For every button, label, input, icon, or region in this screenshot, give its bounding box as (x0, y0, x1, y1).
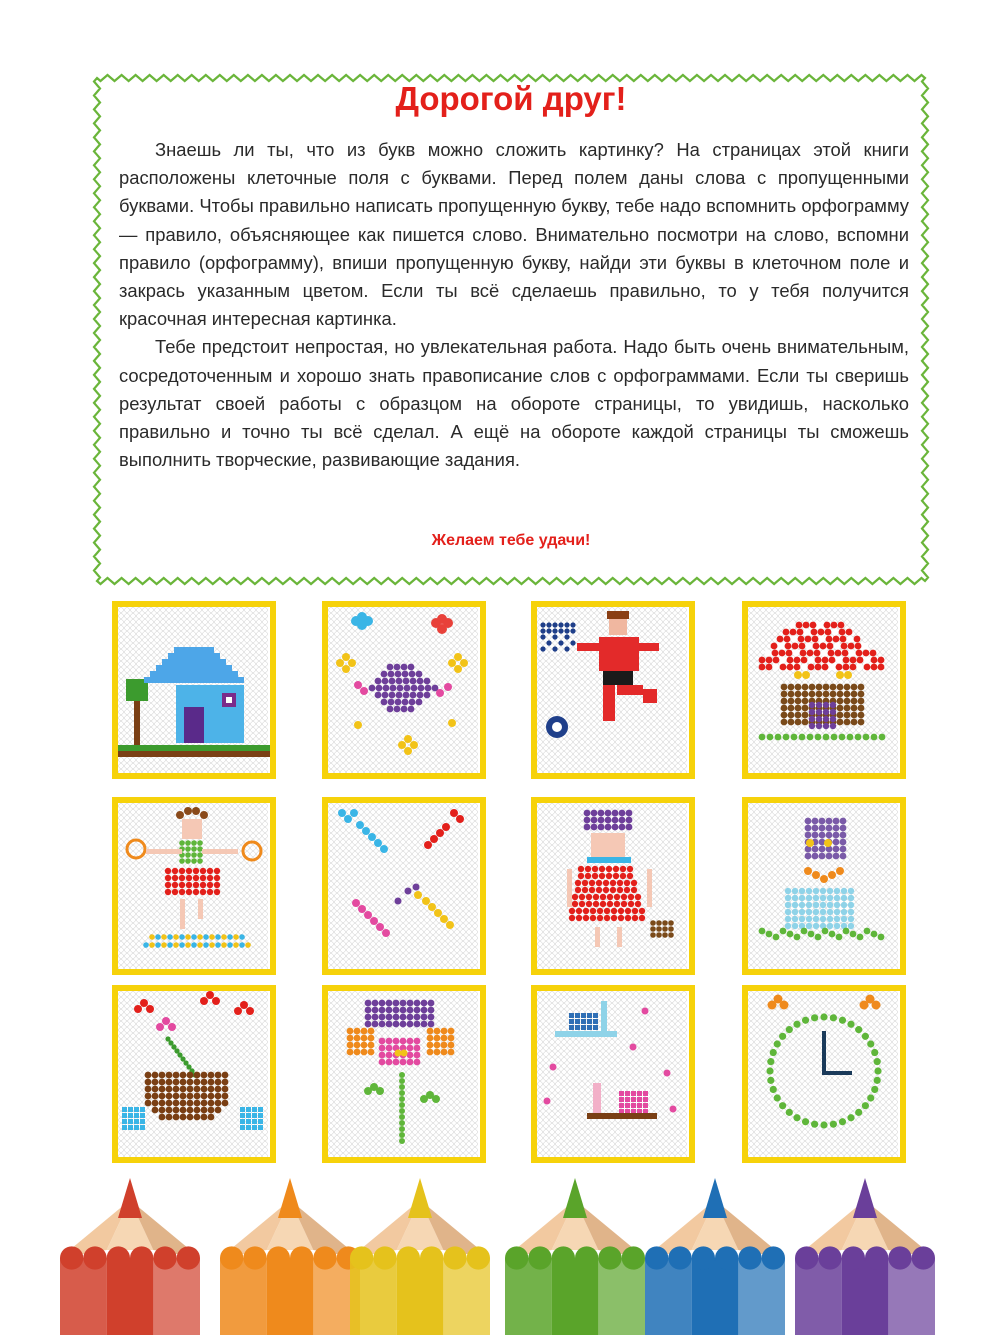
closing-wish: Желаем тебе удачи! (431, 532, 591, 549)
tile-pansy (322, 985, 486, 1163)
pencil-blue (645, 1178, 785, 1335)
tile-football-player (531, 601, 695, 779)
pixel-girl-icon (537, 803, 689, 969)
pixel-planet-icon (328, 607, 480, 773)
pixel-flowerpot-icon (118, 991, 270, 1157)
tile-flower-pot (112, 985, 276, 1163)
colored-pencils (0, 1170, 1000, 1335)
tile-candies (322, 797, 486, 975)
pixel-mushroom-icon (748, 607, 900, 773)
pencil-green (505, 1178, 645, 1335)
letter-paragraph-2: Тебе предстоит непростая, но увлекательная работа. Надо быть очень внимательным, сосредоточенным и хорошо знать правописание слов с орфограммами. Если ты сверишь результат своей работы с образцом на обороте страницы, то увидишь, насколько правильно и точно ты всё сделал. А ещё на обороте каждой страницы ты сможешь выполнить творческие, развивающие задания. (119, 336, 909, 471)
pixel-gymnast-icon (118, 803, 270, 969)
page-title: Дорогой друг! (395, 80, 627, 117)
pixel-pansy-icon (328, 991, 480, 1157)
pixel-candy-icon (328, 803, 480, 969)
pencil-red (60, 1178, 200, 1335)
tile-snails (531, 985, 695, 1163)
tile-mushroom-house (742, 601, 906, 779)
letter-body (119, 136, 909, 474)
tile-house (112, 601, 276, 779)
tile-planet (322, 601, 486, 779)
pixel-house-icon (118, 607, 270, 773)
pixel-clock-icon (748, 991, 900, 1157)
pixel-dragon-icon (748, 803, 900, 969)
tile-dragon-egg (742, 797, 906, 975)
letter-frame (91, 72, 931, 587)
tile-girl-with-basket (531, 797, 695, 975)
pixel-football-player-icon (537, 607, 689, 773)
letter-paragraph-1: Знаешь ли ты, что из букв можно сложить картинку? На страницах этой книги расположены клеточные поля с буквами. Перед полем даны слова с пропущенными буквами. Чтобы правильно написать пропущенную букву, тебе надо вспомнить орфограмму — правило, объясняющее как пишется слово. Внимательно посмотри на слово, вспомни правило (орфограмму), впиши пропущенную букву, найди эти буквы в клеточном поле и закрась указанным цветом. Если ты всё сделаешь правильно, то у тебя получится красочная интересная картинка. (119, 139, 909, 330)
pencil-yellow (350, 1178, 490, 1335)
pencil-purple (795, 1178, 935, 1335)
tile-girl-with-rings (112, 797, 276, 975)
pencil-orange (220, 1178, 360, 1335)
pixel-snail-icon (537, 991, 689, 1157)
tile-alarm-clock (742, 985, 906, 1163)
